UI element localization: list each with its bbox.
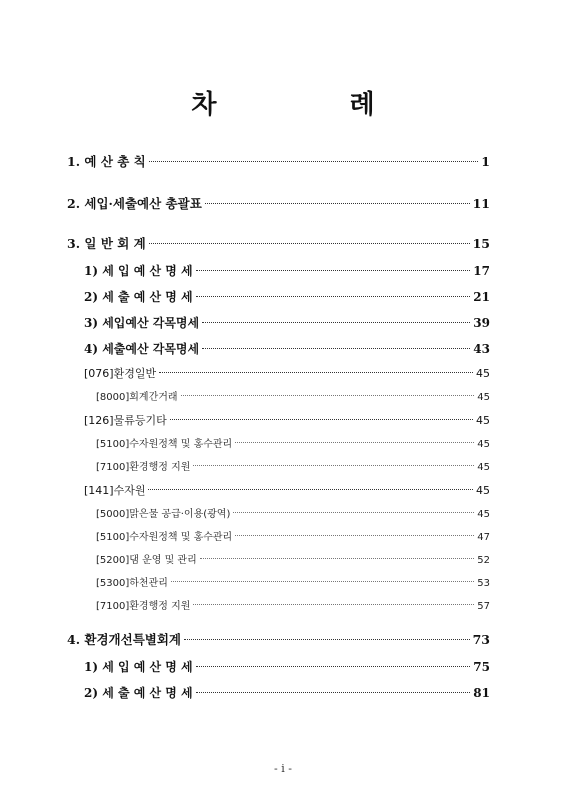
leader-dots: [196, 296, 471, 297]
toc-entry-label: 3. 일 반 회 계: [67, 236, 146, 251]
toc-entry-expenditure-item-detail[interactable]: [84, 340, 490, 357]
toc-entry-page: 47: [477, 532, 490, 543]
toc-entry-label: 4. 환경개선특별회계: [67, 632, 182, 647]
leader-dots: [196, 666, 471, 667]
toc-entry-label: 2) 세 출 예 산 명 세: [84, 290, 193, 304]
toc-entry-label: [076]환경일반: [84, 367, 157, 380]
toc-entry-env-expenditure-budget-detail[interactable]: [84, 684, 490, 701]
toc-entry-page: 57: [477, 601, 490, 612]
toc-entry-page: 81: [473, 686, 490, 700]
leader-dots: [196, 692, 471, 693]
leader-dots: [200, 558, 475, 559]
toc-entry-page: 45: [477, 509, 490, 520]
leader-dots: [149, 243, 470, 244]
leader-dots: [202, 322, 470, 323]
toc-entry-page: 53: [477, 578, 490, 589]
leader-dots: [171, 581, 474, 582]
toc-entry-label: [5100]수자원정책 및 홍수관리: [96, 532, 233, 543]
toc-entry-page: 52: [477, 555, 490, 566]
page-number-footer: - i -: [274, 762, 292, 775]
toc-entry-7100-a[interactable]: [96, 458, 490, 473]
toc-entry-label: 3) 세입예산 각목명세: [84, 316, 200, 330]
toc-entry-page: 45: [477, 392, 490, 403]
toc-entry-environment-special-account[interactable]: [67, 630, 490, 648]
toc-entry-label: 2) 세 출 예 산 명 세: [84, 686, 193, 700]
toc-entry-5000[interactable]: [96, 505, 490, 520]
toc-entry-5300[interactable]: [96, 574, 490, 589]
toc-entry-label: [5300]하천관리: [96, 578, 168, 589]
toc-entry-page: 45: [477, 462, 490, 473]
toc-entry-8000[interactable]: [96, 388, 490, 403]
toc-entry-5100-a[interactable]: [96, 435, 490, 450]
leader-dots: [202, 348, 470, 349]
leader-dots: [233, 512, 474, 513]
toc-entry-label: [5100]수자원정책 및 홍수관리: [96, 439, 233, 450]
toc-entry-page: 73: [472, 632, 490, 647]
toc-entry-revenue-item-detail[interactable]: [84, 314, 490, 331]
leader-dots: [184, 639, 470, 640]
toc-entry-general-account[interactable]: [67, 234, 490, 252]
toc-entry-label: 1) 세 입 예 산 명 세: [84, 264, 193, 278]
toc-entry-page: 39: [473, 316, 490, 330]
toc-entry-page: 75: [473, 660, 490, 674]
toc-entry-budget-general-rules[interactable]: [67, 152, 490, 170]
leader-dots: [205, 203, 470, 204]
toc-entry-label: [5000]맑은물 공급·이용(광역): [96, 509, 231, 520]
toc-entry-label: [141]수자원: [84, 484, 146, 497]
leader-dots: [196, 270, 471, 271]
toc-entry-label: 1. 예 산 총 칙: [67, 154, 146, 169]
toc-entry-126[interactable]: [84, 412, 490, 428]
toc-entry-revenue-budget-detail[interactable]: [84, 262, 490, 279]
leader-dots: [235, 535, 474, 536]
toc-entry-label: 2. 세입·세출예산 총괄표: [67, 196, 202, 211]
toc-entry-label: 1) 세 입 예 산 명 세: [84, 660, 193, 674]
toc-entry-env-revenue-budget-detail[interactable]: [84, 658, 490, 675]
toc-entry-label: [5200]댐 운영 및 관리: [96, 555, 197, 566]
leader-dots: [193, 465, 474, 466]
toc-entry-label: 4) 세출예산 각목명세: [84, 342, 200, 356]
toc-entry-page: 1: [481, 154, 490, 169]
toc-entry-page: 45: [477, 439, 490, 450]
toc-entry-page: 21: [473, 290, 490, 304]
toc-entry-page: 15: [472, 236, 490, 251]
toc-entry-141[interactable]: [84, 482, 490, 498]
toc-entry-076[interactable]: [84, 365, 490, 381]
toc-entry-page: 45: [476, 484, 490, 497]
toc-entry-label: [126]물류등기타: [84, 414, 167, 427]
toc-entry-page: 17: [473, 264, 490, 278]
leader-dots: [159, 372, 473, 373]
toc-entry-page: 11: [472, 196, 490, 211]
toc-entry-5100-b[interactable]: [96, 528, 490, 543]
leader-dots: [181, 395, 475, 396]
leader-dots: [235, 442, 474, 443]
leader-dots: [170, 419, 473, 420]
toc-entry-5200[interactable]: [96, 551, 490, 566]
toc-entry-label: [8000]회계간거래: [96, 392, 178, 403]
leader-dots: [193, 604, 474, 605]
page-title: 차 례: [191, 90, 437, 120]
toc-entry-page: 45: [476, 367, 490, 380]
toc-entry-label: [7100]환경행정 지원: [96, 601, 191, 612]
toc-entry-page: 45: [476, 414, 490, 427]
toc-entry-revenue-expenditure-summary[interactable]: [67, 194, 490, 212]
toc-entry-label: [7100]환경행정 지원: [96, 462, 191, 473]
toc-entry-expenditure-budget-detail[interactable]: [84, 288, 490, 305]
leader-dots: [149, 161, 479, 162]
toc-entry-7100-b[interactable]: [96, 597, 490, 612]
leader-dots: [148, 489, 473, 490]
toc-entry-page: 43: [473, 342, 490, 356]
